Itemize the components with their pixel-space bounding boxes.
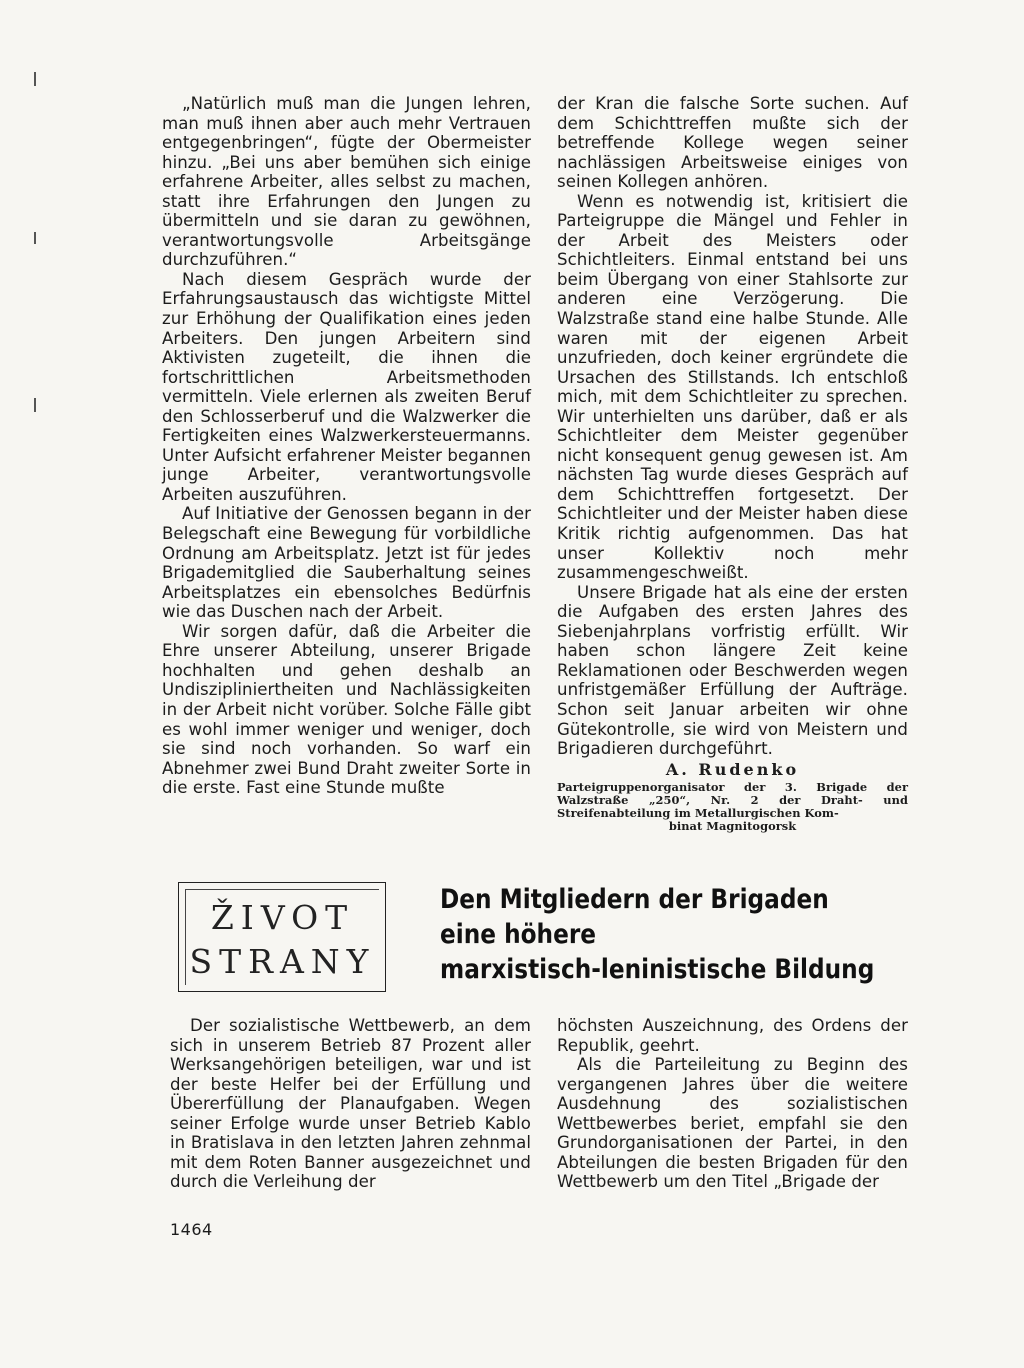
scan-mark <box>34 232 36 244</box>
scan-mark <box>34 72 36 86</box>
author-caption <box>557 781 908 833</box>
headline-line-1: Den Mitgliedern der Brigaden <box>440 884 829 915</box>
article-top-right-column <box>557 94 908 833</box>
masthead-frame <box>185 889 379 985</box>
article-top-left-column <box>162 94 531 798</box>
author-caption-text: Parteigruppenorganisator der 3. Brigade der Walzstraße „250“, Nr. 2 der Draht- und Streifenabteilung im Metallurgischen Kom- <box>557 780 908 821</box>
paragraph: der Kran die falsche Sorte suchen. Auf dem Schichttreffen mußte sich der betreffende Kollege wegen seiner nachlässigen Arbeitsweise einiges von seinen Kollegen anhören. <box>557 94 908 192</box>
paragraph: Auf Initiative der Genossen begann in der Belegschaft eine Bewegung für vorbildliche Ordnung am Arbeitsplatz. Jetzt ist für jedes Brigademitglied die Sauberhaltung seines Arbeitsplatzes ein ebensolches Bedürfnis wie das Duschen nach der Arbeit. <box>162 504 531 622</box>
headline-line-3: marxistisch-leninistische Bildung <box>440 954 875 985</box>
paragraph: „Natürlich muß man die Jungen lehren, man muß ihnen aber auch mehr Vertrauen entgegenbringen“, fügte der Obermeister hinzu. „Bei uns aber bemühen sich einige erfahrene Arbeiter, alles selbst zu machen, statt ihre Erfahrungen den Jungen zu übermitteln und sie daran zu gewöhnen, verantwortungsvolle Arbeitsgänge durchzuführen.“ <box>162 94 531 270</box>
paragraph: Wenn es notwendig ist, kritisiert die Parteigruppe die Mängel und Fehler in der Arbeit des Meisters oder Schichtleiters. Einmal entstand bei uns beim Übergang von einer Stahlsorte zur anderen eine Verzögerung. Die Walzstraße stand eine halbe Stunde. Alle waren mit der eigenen Arbeit unzufrieden, doch keiner ergründete die Ursachen des Stillstands. Ich entschloß mich, mit dem Schichtleiter zu sprechen. Wir unterhielten uns darüber, daß er als Schichtleiter dem Meister gegenüber nicht konsequent genug gewesen ist. Am nächsten Tag wurde dieses Gespräch auf dem Schichttreffen fortgesetzt. Der Schichtleiter und der Meister haben diese Kritik richtig aufgenommen. Das hat unser Kollektiv noch mehr zusammengeschweißt. <box>557 191 908 583</box>
scan-mark <box>34 398 36 412</box>
masthead-line-2: STRANY <box>189 942 376 981</box>
paragraph: höchsten Auszeichnung, des Ordens der Republik, geehrt. <box>557 1016 908 1055</box>
page-number: 1464 <box>170 1220 213 1239</box>
article-headline <box>440 882 875 987</box>
author-caption-last-line: binat Magnitogorsk <box>668 819 797 834</box>
masthead-line-1: ŽIVOT <box>210 898 355 937</box>
author-signature: A. Rudenko <box>665 759 800 779</box>
paragraph: Der sozialistische Wettbewerb, an dem sich in unserem Betrieb 87 Prozent aller Werksangehörigen beteiligen, war und ist der beste Helfer bei der Erfüllung und Übererfüllung der Planaufgaben. Wegen seiner Erfolge wurde unser Betrieb Kablo in Bratislava in den letzten Jahren zehnmal mit dem Roten Banner ausgezeichnet und durch die Verleihung der <box>170 1016 531 1192</box>
paragraph: Nach diesem Gespräch wurde der Erfahrungsaustausch das wichtigste Mittel zur Erhöhung der Qualifikation eines jeden Arbeiters. Den jungen Arbeitern sind Aktivisten zugeteilt, die ihnen die fortschrittlichen Arbeitsmethoden vermitteln. Viele erlernen als zweiten Beruf den Schlosserberuf und die Walzwerker die Fertigkeiten eines Walzwerkersteuermanns. Unter Aufsicht erfahrener Meister begannen junge Arbeiter, verantwortungsvolle Arbeiten auszuführen. <box>162 269 531 504</box>
headline-line-2: eine höhere <box>440 919 597 950</box>
article-bottom-right-column <box>557 1016 908 1192</box>
paragraph: Unsere Brigade hat als eine der ersten die Aufgaben des ersten Jahres des Siebenjahrplans vorfristig erfüllt. Wir haben schon längere Zeit keine Reklamationen oder Beschwerden wegen unfristgemäßer Erfüllung der Aufträge. Schon seit Januar arbeiten wir ohne Gütekontrolle, sie wird von Meistern und Brigadieren durchgeführt. <box>557 582 908 759</box>
paragraph: Als die Parteileitung zu Beginn des vergangenen Jahres über die weitere Ausdehnung des sozialistischen Wettbewerbes beriet, empfahl sie den Grundorganisationen der Partei, in den Abteilungen die besten Brigaden für den Wettbewerb um den Titel „Brigade der <box>557 1055 908 1192</box>
section-masthead <box>178 882 386 992</box>
article-bottom-left-column <box>170 1016 531 1192</box>
paragraph: Wir sorgen dafür, daß die Arbeiter die Ehre unserer Abteilung, unserer Brigade hochhalten und gehen deshalb an Undiszipliniertheiten und Nachlässigkeiten in der Arbeit nicht vorüber. Solche Fälle gibt es wohl immer weniger und weniger, doch sie sind noch vorhanden. So warf ein Abnehmer zwei Bund Draht zweiter Sorte in die erste. Fast eine Stunde mußte <box>162 621 531 798</box>
